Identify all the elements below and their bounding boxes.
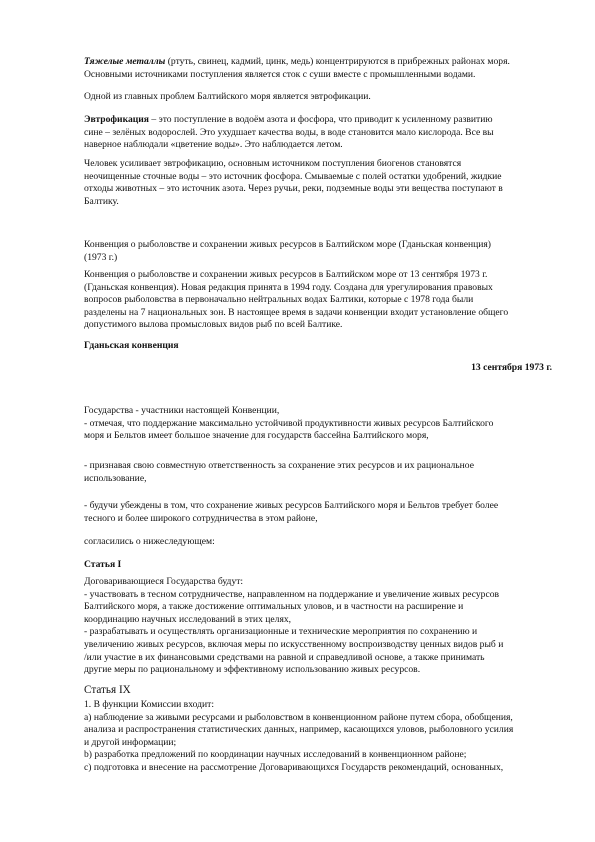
paragraph-eutrophication <box>84 114 554 152</box>
text-line: и другой информации; <box>84 736 177 748</box>
article-1-body <box>84 576 554 677</box>
term-heavy-metals: Тяжелые металлы <box>84 56 166 67</box>
text-line: Конвенция о рыболовстве и сохранении живых ресурсов в Балтийском море от 13 сентября 1973 г. <box>84 269 488 280</box>
text-line: сине – зелёных водорослей. Это ухудшает качества воды, в воде становится мало кислорода. Все вы <box>84 126 494 138</box>
text-line: - отмечая, что поддержание максимально устойчивой продуктивности живых ресурсов Балтийского <box>84 417 494 429</box>
text-line: a) наблюдение за живыми ресурсами и рыболовством в конвенционном районе путем сбора, обобщения, <box>84 711 513 723</box>
text-line: отходы животных – это источник азота. Через ручьи, реки, подземные воды эти вещества поступают в <box>84 183 503 195</box>
text-line: c) подготовка и внесение на рассмотрение Договаривающихся Государств рекомендаций, основанных, <box>84 761 504 773</box>
paragraph-convention-title <box>84 239 554 264</box>
text-line: (Гданьская конвенция). Новая редакция принята в 1994 году. Создана для урегулирования правовых <box>84 281 493 293</box>
text-line: Человек усиливает эвтрофикацию, основным источником поступления биогенов становятся <box>84 158 462 169</box>
paragraph-preamble <box>84 405 554 443</box>
text-line: увеличению живых ресурсов, включая меры по искусственному воспроизводству ценных видов рыб и <box>84 638 504 650</box>
paragraph-human-impact <box>84 158 554 208</box>
text-line: моря и Бельтов имеет большое значение для государств бассейна Балтийского моря, <box>84 430 429 442</box>
text-line: вопросов рыболовства в первоначально нейтральных водах Балтики, которые с 1978 года были <box>84 294 474 306</box>
text-line: – это поступление в водоём азота и фосфора, что приводит к усиленному развитию <box>149 114 493 125</box>
text-line: разделены на 7 национальных зон. В настоящее время в задачи конвенции входит установление общего <box>84 306 509 318</box>
paragraph-convinced <box>84 500 554 525</box>
article-9-heading: Статья IX <box>84 684 131 696</box>
text-line: Основными источниками поступления является сток с суши вместе с промышленными водами. <box>84 68 476 80</box>
paragraph-convention-summary <box>84 269 554 332</box>
paragraph-main-problem <box>84 91 554 104</box>
text-line: Государства - участники настоящей Конвенции, <box>84 405 280 416</box>
text-line: (ртуть, свинец, кадмий, цинк, медь) концентрируются в прибрежных районах моря. <box>165 56 510 67</box>
text-line: допустимого вылова промысловых видов рыб по всей Балтике. <box>84 319 343 331</box>
text-line: тесного и более широкого сотрудничества в этом районе, <box>84 512 318 524</box>
paragraph-recognizing <box>84 460 554 485</box>
text-line: - признавая свою совместную ответственность за сохранение этих ресурсов и их рациональное <box>84 460 474 471</box>
text-line: Конвенция о рыболовстве и сохранении живых ресурсов в Балтийском море (Гданьская конвенция) <box>84 239 491 250</box>
convention-heading: Гданьская конвенция <box>84 340 179 351</box>
text-line: b) разработка предложений по координации научных исследований в конвенционном районе; <box>84 749 467 761</box>
text-line: Балтику. <box>84 195 119 207</box>
text-line: использование, <box>84 472 147 484</box>
text-line: 1. В функции Комиссии входит: <box>84 699 215 710</box>
article-1-heading: Статья I <box>84 559 122 570</box>
text-line: - будучи убеждены в том, что сохранение живых ресурсов Балтийского моря и Бельтов требует более <box>84 500 499 511</box>
text-line: координацию научных исследований в этих целях, <box>84 613 292 625</box>
paragraph-heavy-metals <box>84 56 554 81</box>
text-line: - участвовать в тесном сотрудничестве, направленном на поддержание и увеличение живых ресурсов <box>84 588 500 600</box>
paragraph-agreed <box>84 536 554 549</box>
text-line: Договаривающиеся Государства будут: <box>84 576 244 587</box>
text-line: - разрабатывать и осуществлять организационные и технические мероприятия по сохранению и <box>84 626 478 638</box>
text-line: Одной из главных проблем Балтийского моря является эвтрофикации. <box>84 91 371 102</box>
text-line: (1973 г.) <box>84 251 118 263</box>
text-line: анализа и распространения статистических данных, например, касающихся уловов, рыболовного усилия <box>84 724 514 736</box>
convention-date: 13 сентября 1973 г. <box>471 362 552 373</box>
text-line: наверное наблюдали «цветение воды». Это наблюдается летом. <box>84 139 343 151</box>
text-line: другие меры по рациональному и эффективному использованию живых ресурсов. <box>84 664 421 676</box>
text-line: Балтийского моря, а также достижение оптимальных уловов, и в частности на расширение и <box>84 601 464 613</box>
article-9-body <box>84 699 554 775</box>
text-line: /или участие в их финансовыми средствами на равной и справедливой основе, а также принимать <box>84 651 485 663</box>
term-eutrophication: Эвтрофикация <box>84 114 150 125</box>
text-line: согласились о нижеследующем: <box>84 536 215 547</box>
text-line: неочищенные сточные воды – это источник фосфора. Смываемые с полей остатки удобрений, жидкие <box>84 170 502 182</box>
